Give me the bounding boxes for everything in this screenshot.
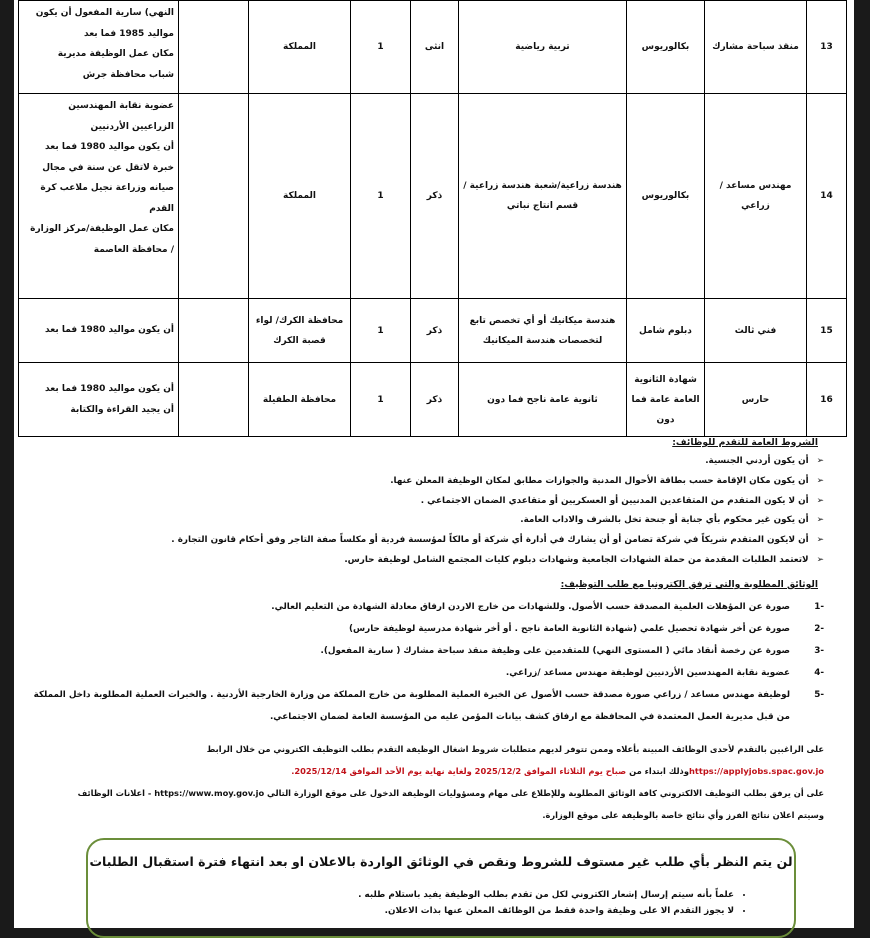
job-number-cell: 13 bbox=[807, 1, 847, 94]
gender-cell: ذكر bbox=[411, 363, 459, 437]
condition-item bbox=[171, 452, 824, 472]
notes-cell bbox=[19, 1, 179, 94]
notes-cell bbox=[19, 363, 179, 437]
notice-title: لن يتم النظر بأي طلب غير مستوف للشروط ونقص في الوثائق الواردة بالاعلان او بعد انتهاء فترة استقبال الطلبات bbox=[89, 854, 793, 869]
document-item bbox=[24, 618, 824, 640]
location-cell: المملكة bbox=[249, 1, 351, 94]
document-text: صورة عن أخر شهادة تحصيل علمي (شهادة الثانوية العامة ناجح . أو أخر شهادة مدرسية لوظيفة حارس) bbox=[349, 624, 790, 634]
application-line-1: على الراغبين بالتقدم لأحدى الوظائف المبينة بأعلاه وممن تتوفر لديهم متطلبات شروط اشغال الوظيفة التقدم بطلب التوظيف الكتروني من خلال الرابط bbox=[206, 744, 824, 754]
arrow-bullet-icon: ➢ bbox=[816, 535, 824, 546]
condition-item bbox=[171, 551, 824, 571]
notes-line: أن يكون مواليد 1980 فما بعد bbox=[45, 142, 174, 152]
vacancy-count-cell: 1 bbox=[351, 1, 411, 94]
application-line-3: على أن يرفق بطلب التوظيف الالكتروني كافة الوثائق المطلوبة وللإطلاع على مهام ومسؤوليات الوظيفة الدخول على موقع الوزارة التالي https://www.moy.gov.jo - اعلانات الوظائف bbox=[77, 788, 824, 798]
document-item bbox=[24, 662, 824, 684]
empty-cell bbox=[179, 299, 249, 363]
document-page bbox=[14, 0, 854, 928]
item-number: -3 bbox=[814, 646, 824, 656]
notes-cell bbox=[19, 299, 179, 363]
job-title-cell: مهندس مساعد /زراعي bbox=[705, 94, 807, 299]
item-number: -4 bbox=[814, 668, 824, 678]
document-text: عضوية نقابة المهندسين الأردنيين لوظيفة مهندس مساعد /زراعي. bbox=[505, 668, 790, 678]
condition-text: أن لا يكون المتقدم من المتقاعدين المدنيين أو العسكريين أو متقاعدي الضمان الاجتماعي . bbox=[420, 495, 809, 506]
notice-item: • علماً بأنه سيتم إرسال إشعار الكتروني لكل من تقدم بطلب الوظيفة يفيد باستلام طلبه . bbox=[88, 887, 734, 903]
notes-line: القدم bbox=[149, 203, 174, 214]
job-title-cell: حارس bbox=[705, 363, 807, 437]
notes-line: شباب محافظة جرش bbox=[82, 69, 174, 80]
application-line-4: وسيتم اعلان نتائج الفرز وأي نتائج خاصة بالوظيفة على موقع الوزارة. bbox=[542, 810, 824, 820]
location-cell: محافظة الطفيلة bbox=[249, 363, 351, 437]
location-cell: المملكة bbox=[249, 94, 351, 299]
apply-link[interactable]: https://applyjobs.spac.gov.jo bbox=[688, 766, 824, 776]
job-title-cell: فني ثالث bbox=[705, 299, 807, 363]
application-paragraph bbox=[14, 738, 824, 826]
job-title-cell: منقذ سباحة مشارك bbox=[705, 1, 807, 94]
condition-text: أن يكون أردني الجنسية. bbox=[705, 456, 809, 466]
qualification-cell: بكالوريوس bbox=[627, 94, 705, 299]
notes-line: صيانه وزراعة نجيل ملاعب كرة bbox=[40, 183, 174, 193]
location-cell: محافظة الكرك/ لواء قصبة الكرك bbox=[249, 299, 351, 363]
arrow-bullet-icon: ➢ bbox=[816, 515, 824, 526]
gender-cell: انثى bbox=[411, 1, 459, 94]
notes-cell bbox=[19, 94, 179, 299]
notes-line: / محافظة العاصمة bbox=[93, 244, 174, 255]
item-number: -2 bbox=[814, 624, 824, 634]
document-text: صورة عن المؤهلات العلمية المصدقة حسب الأصول. وللشهادات من خارج الاردن ارفاق معادلة الشهادة من التعليم العالي. bbox=[271, 602, 790, 612]
documents-list bbox=[24, 596, 824, 728]
table-row bbox=[19, 94, 847, 299]
condition-item bbox=[171, 511, 824, 531]
condition-item bbox=[171, 472, 824, 492]
document-item bbox=[24, 640, 824, 662]
notes-line: مواليد 1985 فما بعد bbox=[84, 28, 174, 39]
notice-box bbox=[86, 838, 796, 938]
notes-line: مكان عمل الوظيفة مديرية bbox=[57, 49, 174, 59]
arrow-bullet-icon: ➢ bbox=[816, 475, 824, 486]
document-text: لوظيفة مهندس مساعد / زراعي صورة مصدقة حسب الأصول عن الخبرة العملية المطلوبة من خارج المملكة من وزارة الخارجية الأردنية . والخبرات العملية المطلوبة داخل المملكة من قبل مديرية العمل المعتمدة في المحافظة مع ارفاق كشف بيانات المؤمن عليه من المؤسسة العامة لضمان الاجتماعي. bbox=[33, 690, 790, 722]
condition-item bbox=[171, 492, 824, 512]
empty-cell bbox=[179, 94, 249, 299]
specialization-cell: هندسة ميكانيك أو أي تخصص تابع لتخصصات هندسة الميكانيك bbox=[459, 299, 627, 363]
gender-cell: ذكر bbox=[411, 94, 459, 299]
table-row bbox=[19, 363, 847, 437]
notes-line: الزراعيين الأردنيين bbox=[90, 121, 174, 132]
job-number-cell: 14 bbox=[807, 94, 847, 299]
notes-line: عضوية نقابة المهندسين bbox=[68, 101, 174, 111]
notes-line: النهي) سارية المفعول أن يكون bbox=[35, 8, 174, 18]
arrow-bullet-icon: ➢ bbox=[816, 495, 824, 506]
application-line-2: وذلك ابتداء من bbox=[629, 766, 689, 776]
condition-text: أن يكون مكان الإقامة حسب بطاقة الأحوال المدنية والجوازات مطابق لمكان الوظيفة المعلن عنها. bbox=[390, 475, 809, 486]
item-number: -5 bbox=[814, 690, 824, 700]
vacancy-count-cell: 1 bbox=[351, 94, 411, 299]
general-conditions-list bbox=[171, 452, 824, 571]
notice-item: • لا يجوز التقدم الا على وظيفة واحدة فقط من الوظائف المعلن عنها بذات الاعلان. bbox=[88, 903, 734, 919]
condition-text: أن يكون غير محكوم بأي جناية أو جنحة تخل بالشرف والاداب العامة. bbox=[520, 515, 809, 526]
general-conditions-heading: الشروط العامة للتقدم للوظائف: bbox=[672, 437, 818, 448]
arrow-bullet-icon: ➢ bbox=[816, 456, 824, 466]
vacancy-count-cell: 1 bbox=[351, 363, 411, 437]
empty-cell bbox=[179, 1, 249, 94]
notes-line: أن يجيد القراءة والكتابة bbox=[70, 404, 174, 415]
application-dates: صباح يوم الثلاثاء الموافق 2025/12/2 ولغاية نهاية يوم الأحد الموافق 2025/12/14. bbox=[291, 766, 627, 776]
document-text: صورة عن رخصة أنقاذ مائي ( المستوى النهي) للمتقدمين على وظيفة منقذ سباحة مشارك ( سارية المفعول). bbox=[320, 646, 790, 656]
document-item bbox=[24, 684, 824, 728]
jobs-table bbox=[18, 0, 847, 437]
item-number: -1 bbox=[814, 602, 824, 612]
notes-line: أن يكون مواليد 1980 فما بعد bbox=[45, 325, 174, 336]
qualification-cell: دبلوم شامل bbox=[627, 299, 705, 363]
notes-line: مكان عمل الوظيفة/مركز الوزارة bbox=[30, 224, 174, 234]
vacancy-count-cell: 1 bbox=[351, 299, 411, 363]
table-row bbox=[19, 299, 847, 363]
notes-line: خبرة لاتقل عن سنة في مجال bbox=[42, 162, 174, 173]
documents-heading: الوثائق المطلوبة والتي ترفق الكترونيا مع طلب التوظيف: bbox=[560, 579, 818, 590]
document-item bbox=[24, 596, 824, 618]
specialization-cell: ثانوية عامة ناجح فما دون bbox=[459, 363, 627, 437]
specialization-cell: هندسة زراعية/شعبة هندسة زراعية /قسم انتاج نباتي bbox=[459, 94, 627, 299]
job-number-cell: 16 bbox=[807, 363, 847, 437]
condition-item bbox=[171, 531, 824, 551]
table-row bbox=[19, 1, 847, 94]
condition-text: أن لايكون المتقدم شريكاً في شركة تضامن أو أن يشارك في أدارة أي شركة أو مالكاً لمؤسسة فردية أو مكلساً صفة التاجر وفق أحكام قانون التجارة . bbox=[171, 535, 809, 546]
condition-text: لاتعتمد الطلبات المقدمة من حملة الشهادات الجامعية وشهادات دبلوم كليات المجتمع الشامل لوظيفة حارس. bbox=[344, 554, 809, 565]
notes-line: أن يكون مواليد 1980 فما بعد bbox=[45, 384, 174, 394]
empty-cell bbox=[179, 363, 249, 437]
specialization-cell: تربية رياضية bbox=[459, 1, 627, 94]
job-number-cell: 15 bbox=[807, 299, 847, 363]
gender-cell: ذكر bbox=[411, 299, 459, 363]
qualification-cell: شهادة الثانوية العامة عامة فما دون bbox=[627, 363, 705, 437]
arrow-bullet-icon: ➢ bbox=[816, 554, 824, 565]
qualification-cell: بكالوريوس bbox=[627, 1, 705, 94]
